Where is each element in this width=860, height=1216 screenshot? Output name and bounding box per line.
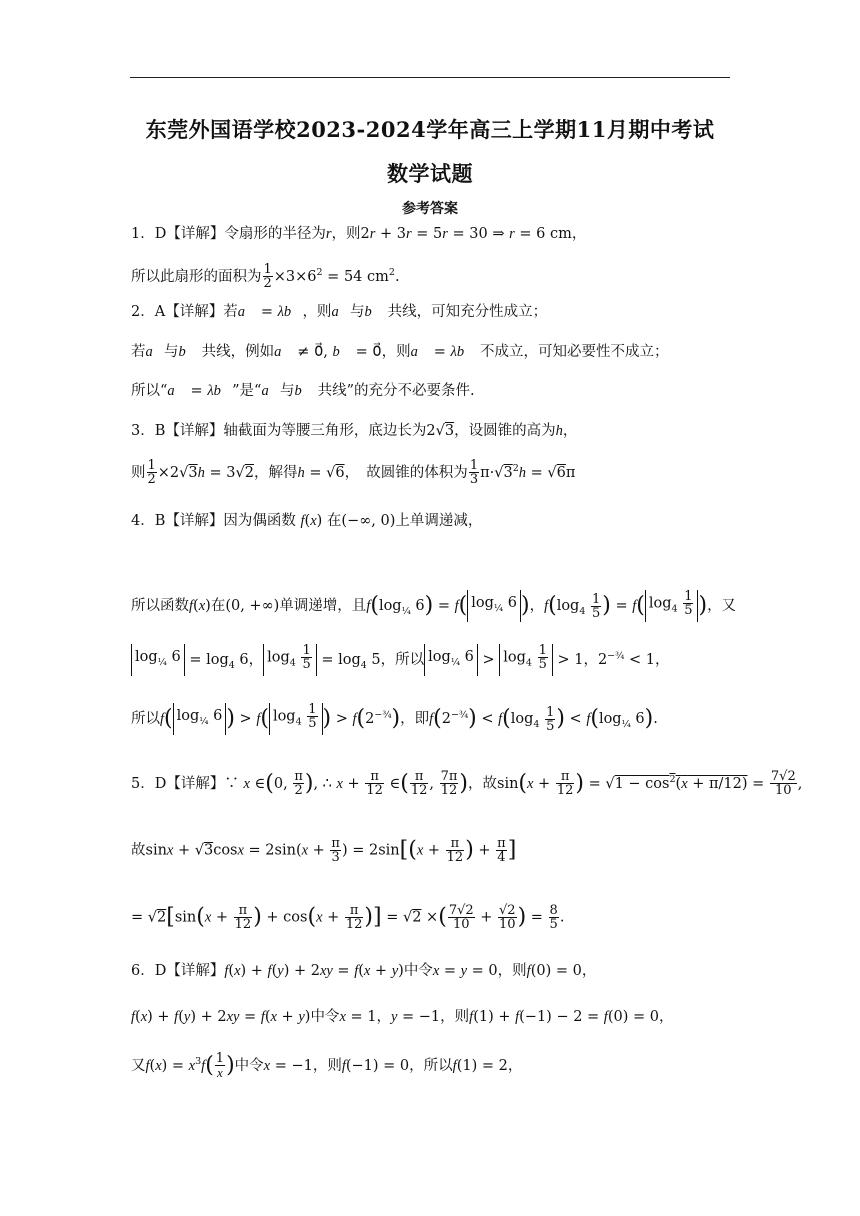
answer-2-line-2: 若a⃗与b⃗ 共线，例如a⃗ ≠ 0⃗, b⃗ = 0⃗，则a⃗ = λb⃗ 不成立，可知必要性不成立； <box>131 344 669 360</box>
header-rule <box>130 77 730 78</box>
answer-1-line-2: 所以此扇形的面积为 $\frac{1}{2}$ $\times 3\times 6^2 = 54$ $cm^2$. <box>131 262 400 292</box>
answer-4-line-2: 所以函数f(x)在(0, +∞)单调递增，且$f(\log_{\frac{1}{4}}$ 6) = f( $\log_{\frac{1}{4}} 6$ )，$f(\log_4$ $\frac{1}{5}$ ) = f( $\log_4$ $\frac{1}{5}$ )，又 <box>131 589 737 621</box>
answer-2-line-3: 所以“a⃗ = λb⃗”是“a⃗与b⃗ 共线”的充分不必要条件. <box>131 383 475 399</box>
answer-4-line-4: 所以f( $\log_{\frac{1}{4}} 6$ ) > f( $\log_4$ $\frac{1}{5}$ ) > $f(2^{-\frac{3}{4}})$，即$f(2^{-\frac{3}{4}}) < f(\log_4$ $\frac{1}{5}$ ) < $f(\log_{\frac{1}{4}}$ 6). <box>131 702 658 734</box>
answer-2-line-1: 2．A【详解】若a⃗ = λb⃗，则a⃗与b⃗ 共线，可知充分性成立； <box>131 304 548 320</box>
answer-6-line-1: 6．D【详解】f(x) + f(y) + 2xy = f(x + y)中令x = y = 0，则f(0) = 0， <box>131 963 597 979</box>
answer-1-line-1: 1．D【详解】令扇形的半径为r，则2r + 3r = 5r = 30 ⇒ r = 6 cm， <box>131 226 587 242</box>
answer-3-line-1: 3．B【详解】轴截面为等腰三角形，底边长为2√3，设圆锥的高为h， <box>131 423 578 439</box>
answer-4-line-1: 4．B【详解】因为偶函数 f(x) 在(−∞, 0)上单调递减， <box>131 513 483 529</box>
answer-6-line-3: 又$f(x) = x^3f$( $\frac{1}{x}$ )中令x = −1，则f(−1) = 0，所以f(1) = 2， <box>131 1051 523 1080</box>
page-title: 东莞外国语学校2023-2024学年高三上学期11月期中考试 <box>145 117 715 142</box>
answer-5-line-3: = √2[sin(x + $\frac{\pi}{12}$ ) + cos(x + $\frac{\pi}{12}$ )] = √2 ×( $\frac{7√2}{10}$ + $\frac{√2}{10}$ ) = $\frac{8}{5}$ . <box>131 903 565 932</box>
answer-5-line-2: 故sinx + √3cosx = 2sin(x + $\frac{\pi}{3}$ ) = 2sin[(x + $\frac{\pi}{12}$ ) + $\frac{\pi}{4}$ ] <box>131 836 517 865</box>
answer-3-line-2: 则 $\frac{1}{2}$ ×2√3h = 3√2，解得h = √6， 故圆锥的体积为 $\frac{1}{3}$ $\pi\cdot√3^2h = √6\pi$ <box>131 458 576 488</box>
page-subtitle: 数学试题 <box>387 161 473 186</box>
answer-5-line-1: 5．D【详解】∵ x ∈(0, $\frac{\pi}{2}$ ), ∴ x + $\frac{\pi}{12}$ ∈( $\frac{\pi}{12}$ , $\frac{7\pi}{12}$ )，故sin(x + $\frac{\pi}{12}$ ) = $√1 - \cos^2(x + \pi/12)$ = $\frac{7√2}{10}$ , <box>131 769 803 799</box>
section-heading: 参考答案 <box>402 201 458 217</box>
answer-6-line-2: f(x) + f(y) + 2xy = f(x + y)中令x = 1，y = −1，则f(1) + f(−1) − 2 = f(0) = 0， <box>131 1009 674 1025</box>
answer-4-line-3: $\log_{\frac{1}{4}} 6 = \log_4 6$， $\log_4$ $\frac{1}{5}$ = $\log_4 5$，所以 $\log_{\frac{1}{4}} 6 > \log_4$ $\frac{1}{5}$ > 1，$2^{-\frac{3}{4}} < 1$， <box>131 644 731 676</box>
